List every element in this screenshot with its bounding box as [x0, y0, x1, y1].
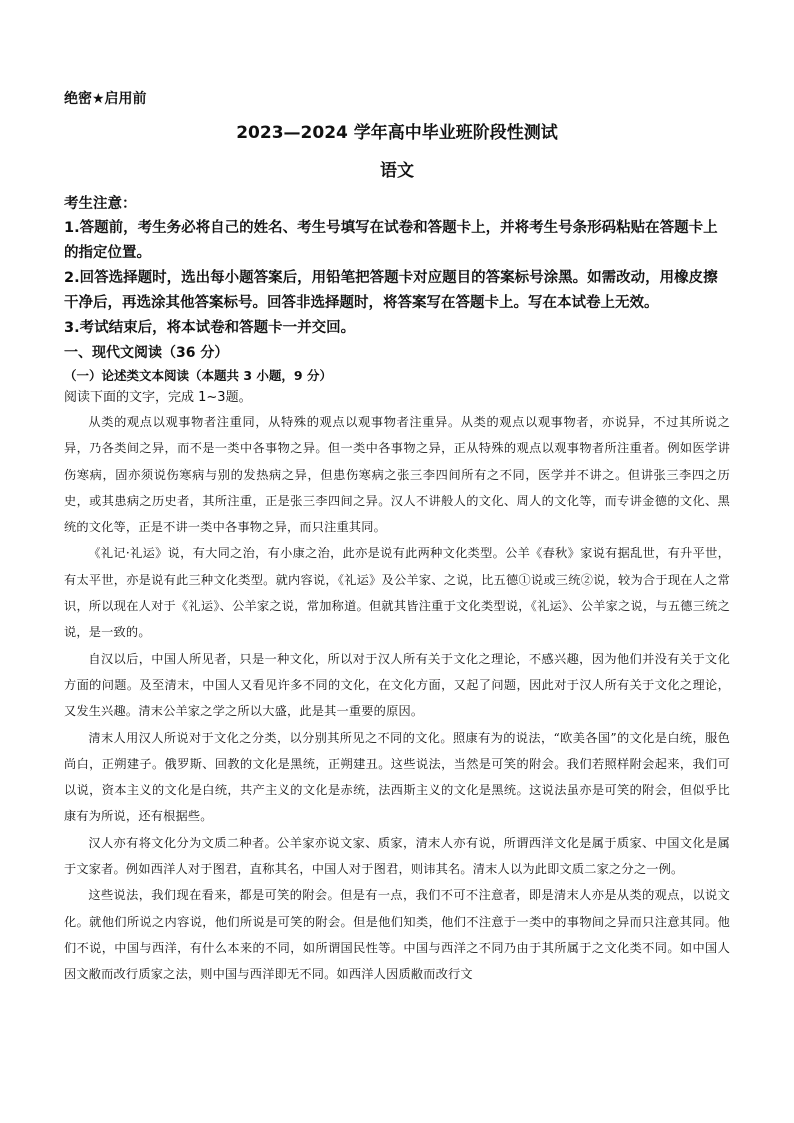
- section-heading: 一、现代文阅读（36 分）: [64, 345, 229, 361]
- notice-item-2: 2.回答选择题时，选出每小题答案后，用铅笔把答题卡对应题目的答案标号涂黑。如需改动，用橡皮擦干净后，再选涂其他答案标号。回答非选择题时，将答案写在答题卡上。写在本试卷上无效。: [64, 270, 718, 311]
- reading-instruction: 阅读下面的文字，完成 1~3题。: [64, 390, 252, 405]
- notice-heading: 考生注意：: [64, 196, 137, 212]
- exam-title: 2023—2024 学年高中毕业班阶段性测试: [236, 123, 558, 143]
- notice-block: [64, 192, 730, 341]
- passage-paragraph: 清末人用汉人所说对于文化之分类，以分别其所见之不同的文化。照康有为的说法，“欧美各国”的文化是白统，服色尚白，正朔建子。俄罗斯、回教的文化是黑统，正朔建丑。这些说法，当然是可笑的附会。我们若照样附会起来，我们可以说，资本主义的文化是白统，共产主义的文化是赤统，法西斯主义的文化是黑统。这说法虽亦是可笑的附会，但似乎比康有为所说，还有根据些。: [64, 730, 730, 824]
- notice-item-1: 1.答题前，考生务必将自己的姓名、考生号填写在试卷和答题卡上，并将考生号条形码粘贴在答题卡上的指定位置。: [64, 220, 718, 261]
- exam-subject: 语文: [380, 161, 414, 181]
- notice-item-3: 3.考试结束后，将本试卷和答题卡一并交回。: [64, 320, 356, 336]
- passage-paragraph: 从类的观点以观事物者注重同，从特殊的观点以观事物者注重异。从类的观点以观事物者，亦说异，不过其所说之异，乃各类间之异，而不是一类中各事物之异。但一类中各事物之异，正从特殊的观点以观事物者所注重者。例如医学讲伤寒病，固亦须说伤寒病与别的发热病之异，但患伤寒病之张三李四间所有之不同，医学并不讲之。但讲张三李四之历史，或其患病之历史者，其所注重，正是张三李四间之异。汉人不讲般人的文化、周人的文化等，而专讲金德的文化、黑统的文化等，正是不讲一类中各事物之异，而只注重其同。: [64, 415, 730, 535]
- reading-passage: [64, 409, 730, 988]
- passage-paragraph: 汉人亦有将文化分为文质二种者。公羊家亦说文家、质家，清末人亦有说，所谓西洋文化是属于质家、中国文化是属于文家者。例如西洋人对于图君，直称其名，中国人对于图君，则讳其名。清末人以为此即文质二家之分之一例。: [64, 835, 730, 877]
- passage-paragraph: 《礼记·礼运》说，有大同之治，有小康之治，此亦是说有此两种文化类型。公羊《春秋》家说有据乱世，有升平世，有太平世，亦是说有此三种文化类型。就内容说，《礼运》及公羊家、之说，比五德①说或三统②说，较为合于现在人之常识，所以现在人对于《礼运》、公羊家之说，常加称道。但就其皆注重于文化类型说，《礼运》、公羊家之说，与五德三统之说，是一致的。: [64, 546, 730, 640]
- confidential-label: 绝密★启用前: [64, 91, 147, 107]
- passage-paragraph: 自汉以后，中国人所见者，只是一种文化，所以对于汉人所有关于文化之理论，不感兴趣，因为他们并没有关于文化方面的问题。及至清末，中国人又看见许多不同的文化，在文化方面，又起了问题，因此对于汉人所有关于文化之理论，又发生兴趣。清末公羊家之学之所以大盛，此是其一重要的原因。: [64, 651, 730, 719]
- passage-paragraph: 这些说法，我们现在看来，都是可笑的附会。但是有一点，我们不可不注意者，即是清末人亦是从类的观点，以说文化。就他们所说之内容说，他们所说是可笑的附会。但是他们知类，他们不注意于一类中的事物间之异而只注意其同。他们不说，中国与西洋，有什么本来的不同，如所谓国民性等。中国与西洋之不同乃由于其所属于之文化类不同。如中国人因文敝而改行质家之法，则中国与西洋即无不同。如西洋人因质敝而改行文: [64, 888, 730, 982]
- subsection-heading: （一）论述类文本阅读（本题共 3 小题，9 分）: [64, 368, 332, 383]
